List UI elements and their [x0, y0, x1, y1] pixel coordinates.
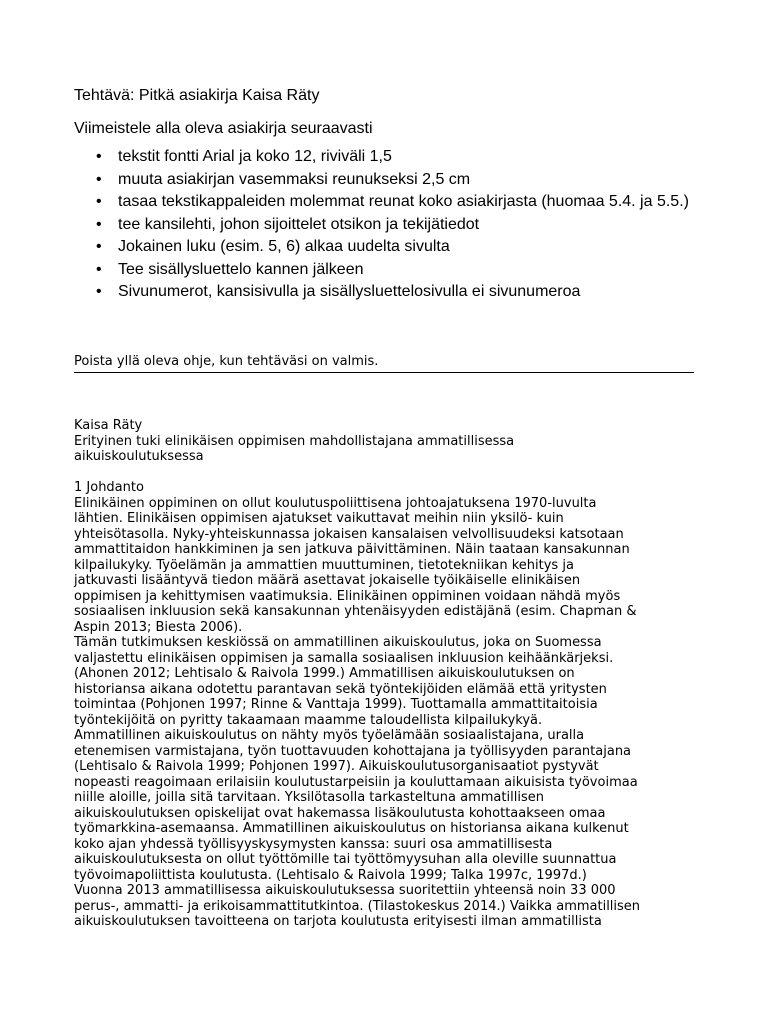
bullet-icon: •: [96, 215, 102, 233]
list-item: [74, 236, 704, 259]
list-item: [74, 214, 704, 237]
remove-instructions-note: Poista yllä oleva ohje, kun tehtäväsi on valmis.: [74, 354, 694, 373]
author-name: Kaisa Räty: [74, 418, 143, 433]
bullet-icon: •: [96, 170, 102, 188]
list-item-text: tee kansilehti, johon sijoittelet otsikon ja tekijätiedot: [118, 215, 480, 233]
paragraph-spacer: [74, 465, 704, 481]
list-item: [74, 146, 704, 169]
instructions-title: Tehtävä: Pitkä asiakirja Kaisa Räty: [74, 87, 320, 104]
body-paragraph: Elinikäinen oppiminen on ollut koulutuspoliittisena johtoajatuksena 1970-luvulta lähtien. Elinikäisen oppimisen ajatukset vaikuttavat meihin niin yksilö- kuin yhteisötasolla. Nyky-yhteiskunnassa jokaisen kansalaisen velvollisuudeksi katsotaan ammattitaidon hankkiminen ja sen jatkuva päivittäminen. Näin taataan kansakunnan kilpailukyky. Työelämän ja ammattien muuttuminen, tietotekniikan kehitys ja jatkuvasti lisääntyvä tiedon määrä asettavat jokaiselle työikäiselle elinikäisen oppimisen ja kehittymisen vaatimuksia. Elinikäinen oppiminen voidaan nähdä myös sosiaalisen inkluusion sekä kansakunnan yhtenäisyyden edistäjänä (esim. Chapman & Aspin 2013; Biesta 2006).: [74, 495, 637, 635]
bullet-icon: •: [96, 283, 102, 300]
list-item-text: muuta asiakirjan vasemmaksi reunukseksi 2,5 cm: [118, 170, 471, 188]
instructions-subtitle: Viimeistele alla oleva asiakirja seuraavasti: [74, 120, 373, 137]
bullet-icon: •: [96, 238, 102, 255]
instructions-block: [74, 84, 704, 304]
list-item-text: Sivunumerot, kansisivulla ja sisällysluettelosivulla ei sivunumeroa: [118, 283, 581, 300]
bullet-icon: •: [96, 148, 102, 165]
section-heading: 1 Johdanto: [74, 480, 144, 495]
list-item: [74, 191, 704, 214]
list-item-text: tasaa tekstikappaleiden molemmat reunat koko asiakirjasta (huomaa 5.4. ja 5.5.): [118, 193, 689, 210]
document-title: Erityinen tuki elinikäisen oppimisen mahdollistajana ammatillisessa aikuiskoulutuksessa: [74, 433, 515, 464]
list-item-text: tekstit fontti Arial ja koko 12, riviväli 1,5: [118, 148, 392, 165]
bullet-icon: •: [96, 193, 102, 210]
body-paragraph: Tämän tutkimuksen keskiössä on ammatillinen aikuiskoulutus, joka on Suomessa valjastettu elinikäisen oppimisen ja samalla sosiaalisen inkluusion keihäänkärjeksi. (Ahonen 2012; Lehtisalo & Raivola 1999.) Ammatillisen aikuiskoulutuksen on historiansa aikana odotettu parantavan sekä työntekijöiden elämää että yritysten toimintaa (Pohjonen 1997; Rinne & Vanttaja 1999). Tuottamalla ammattitaitoisia työntekijöitä on pyritty takaamaan maamme taloudellista kilpailukykyä. Ammatillinen aikuiskoulutus on nähty myös työelämään sosiaalistajana, uralla etenemisen varmistajana, työn tuottavuuden kohottajana ja työllisyyden parantajana (Lehtisalo & Raivola 1999; Pohjonen 1997). Aikuiskoulutusorganisaatiot pystyvät nopeasti reagoimaan erilaisiin koulutustarpeisiin ja kouluttamaan aikuisista työvoimaa niille aloille, joilla sitä tarvitaan. Yksilötasolla tarkasteltuna ammatillisen aikuiskoulutuksen opiskelijat ovat hakemassa lisäkoulutusta kohottaakseen omaa työmarkkina-asemaansa. Ammatillinen aikuiskoulutus on historiansa aikana kulkenut koko ajan yhdessä työllisyyskysymysten kanssa: suuri osa ammatillisesta aikuiskoulutuksesta on ollut työttömille tai työttömyysuhan alla oleville suunnattua työvoimapoliittista koulutusta. (Lehtisalo & Raivola 1999; Talka 1997c, 1997d.) Vuonna 2013 ammatillisessa aikuiskoulutuksessa suoritettiin yhteensä noin 33 000 perus-, ammatti- ja erikoisammattitutkintoa. (Tilastokeskus 2014.) Vaikka ammatillisen aikuiskoulutuksen tavoitteena on tarjota koulutusta erityisesti ilman ammatillista: [74, 635, 641, 929]
list-item-text: Jokainen luku (esim. 5, 6) alkaa uudelta sivulta: [118, 238, 450, 255]
instructions-list: [74, 146, 704, 304]
list-item-text: Tee sisällysluettelo kannen jälkeen: [118, 260, 364, 278]
list-item: [74, 259, 704, 282]
bullet-icon: •: [96, 260, 102, 278]
document-body: [74, 418, 704, 930]
list-item: [74, 169, 704, 192]
list-item: [74, 281, 704, 304]
